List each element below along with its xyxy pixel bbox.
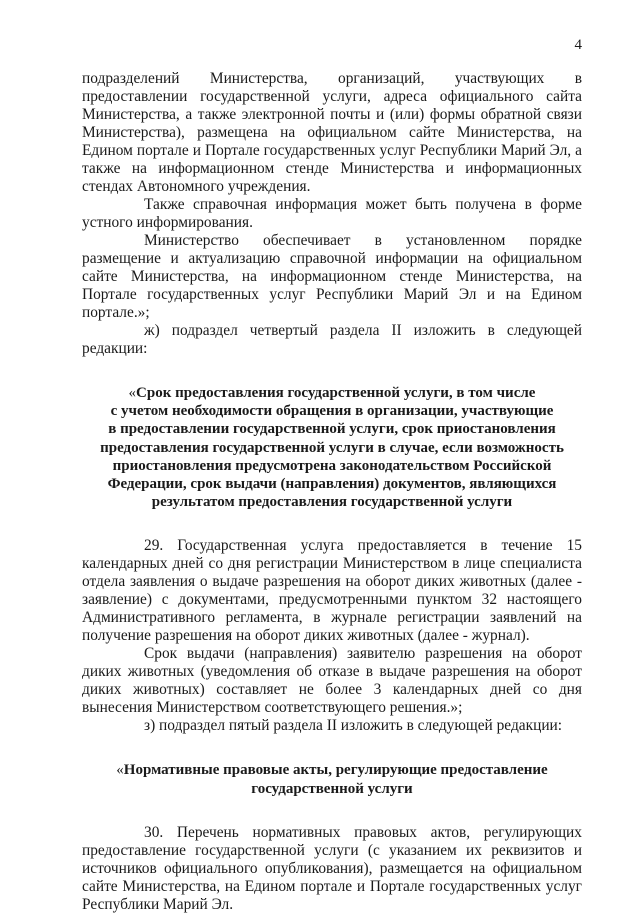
paragraph-amendment-z: з) подраздел пятый раздела II изложить в следующей редакции: <box>144 717 563 735</box>
document-body <box>82 70 582 914</box>
paragraph-ministry-updates: Министерство обеспечивает в установленном порядке размещение и актуализацию справочной информации на официальном сайте Министерства, на информационном стенде Министерства, на Портале государственных услуг Республики Марий Эл и на Едином портале.»; <box>82 232 582 321</box>
section-heading-legal-acts <box>82 761 582 797</box>
opening-quote: « <box>116 762 124 779</box>
section-heading-term <box>82 384 582 511</box>
heading-line: «Срок предоставления государственной услуги, в том числе <box>128 385 536 401</box>
opening-quote: « <box>128 385 137 401</box>
paragraph-amendment-zh: ж) подраздел четвертый раздела II изложить в следующей редакции: <box>82 322 582 357</box>
heading-line: в предоставлении государственной услуги, срок приостановления <box>108 421 556 438</box>
heading-line: предоставления государственной услуги в случае, если возможность <box>100 439 564 456</box>
paragraph-30: 30. Перечень нормативных правовых актов, регулирующих предоставление государственной услуги (с указанием их реквизитов и источников официального опубликования), размещается на официальном сайте Министерства, на Едином портале и Портале государственных услуг Республики Марий Эл. <box>82 823 582 913</box>
heading-line: приостановления предусмотрена законодательством Российской <box>112 457 552 474</box>
heading-line: государственной услуги <box>251 780 413 797</box>
heading-line: «Нормативные правовые акты, регулирующие предоставление <box>116 762 548 779</box>
heading-line: с учетом необходимости обращения в организации, участвующие <box>110 403 554 420</box>
paragraph-issue-term: Срок выдачи (направления) заявителю разрешения на оборот диких животных (уведомления об отказе в выдаче разрешения на оборот диких животных) составляет не более 3 календарных дней со дня вынесения Министерством соответствующего решения.»; <box>82 645 582 717</box>
page-number: 4 <box>574 37 582 53</box>
paragraph-contacts: подразделений Министерства, организаций, участвующих в предоставлении государственной услуги, адреса официального сайта Министерства, а также электронной почты и (или) формы обратной связи Министерства), размещена на официальном сайте Министерства, на Едином портале и Портале государственных услуг Республики Марий Эл, а также на информационном стенде Министерства и информационных стендах Автономного учреждения. <box>82 70 582 195</box>
paragraph-oral-info: Также справочная информация может быть получена в форме устного информирования. <box>82 196 582 231</box>
heading-line: результатом предоставления государственной услуги <box>151 494 513 511</box>
paragraph-29: 29. Государственная услуга предоставляется в течение 15 календарных дней со дня регистрации Министерством в лице специалиста отдела заявления о выдаче разрешения на оборот диких животных (далее - заявление) с документами, предусмотренными пунктом 32 настоящего Административного регламента, в журнале регистрации заявлений на получение разрешения на оборот диких животных (далее - журнал). <box>82 537 582 645</box>
heading-line: Федерации, срок выдачи (направления) документов, являющихся <box>107 476 557 493</box>
